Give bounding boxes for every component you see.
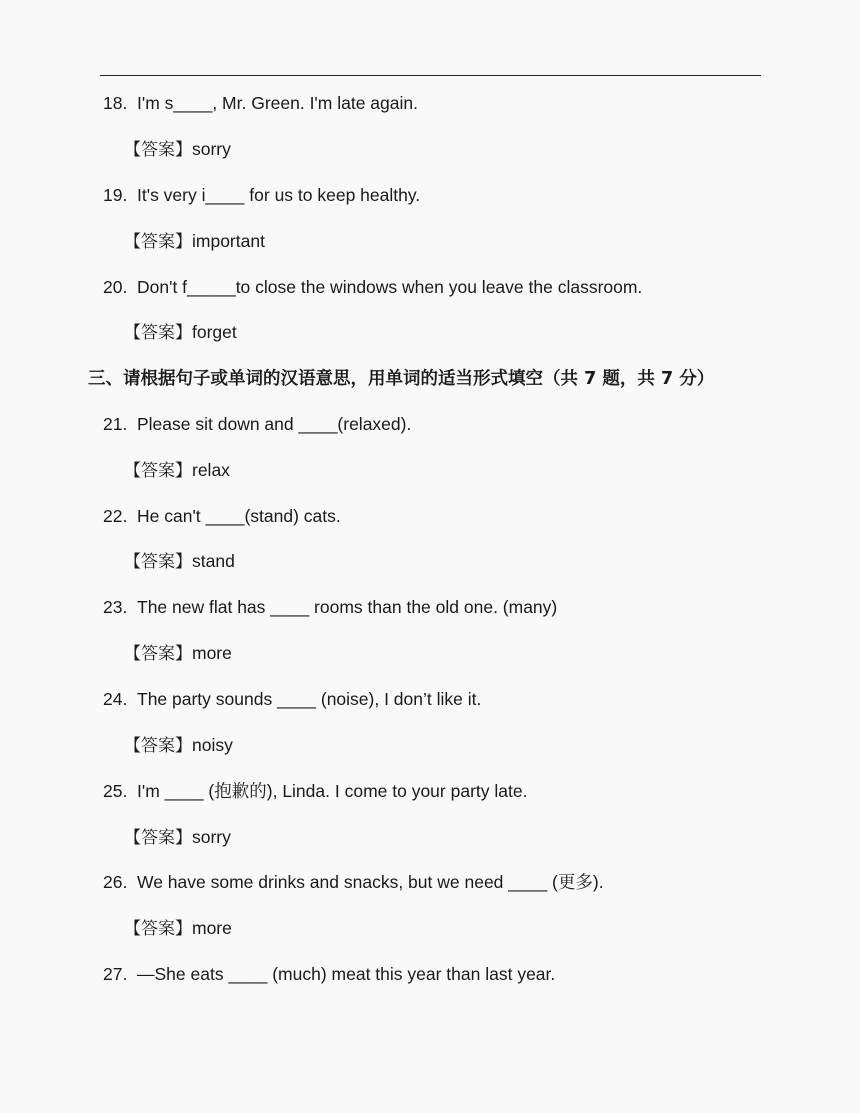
section-title: 三、请根据句子或单词的汉语意思，用单词的适当形式填空（共 7 题，共 7 分） bbox=[88, 369, 715, 389]
question-number: 18. bbox=[103, 93, 128, 113]
question-text: It's very i____ for us to keep healthy. bbox=[137, 185, 421, 205]
answer-value: more bbox=[192, 918, 232, 938]
answer-20 bbox=[124, 321, 237, 344]
header-rule bbox=[100, 75, 761, 76]
question-number: 20. bbox=[103, 277, 128, 297]
question-number: 22. bbox=[103, 506, 128, 526]
answer-tag: 【答案】 bbox=[124, 828, 192, 848]
answer-22 bbox=[124, 550, 235, 573]
question-text: The new flat has ____ rooms than the old one. (many) bbox=[137, 597, 558, 617]
question-text: Don't f_____to close the windows when you leave the classroom. bbox=[137, 277, 643, 297]
answer-18 bbox=[124, 138, 231, 161]
question-text: We have some drinks and snacks, but we need ____ (更多). bbox=[137, 872, 604, 892]
question-number: 26. bbox=[103, 872, 128, 892]
answer-26 bbox=[124, 917, 232, 940]
question-number: 23. bbox=[103, 597, 128, 617]
question-text: He can't ____(stand) cats. bbox=[137, 506, 341, 526]
answer-tag: 【答案】 bbox=[124, 461, 192, 481]
question-number: 24. bbox=[103, 689, 128, 709]
answer-value: more bbox=[192, 643, 232, 663]
question-number: 21. bbox=[103, 414, 128, 434]
question-text: Please sit down and ____(relaxed). bbox=[137, 414, 412, 434]
question-text: I'm s____, Mr. Green. I'm late again. bbox=[137, 93, 418, 113]
answer-23 bbox=[124, 642, 232, 665]
answer-value: sorry bbox=[192, 827, 231, 847]
answer-value: noisy bbox=[192, 735, 233, 755]
question-number: 27. bbox=[103, 964, 128, 984]
answer-tag: 【答案】 bbox=[124, 552, 192, 572]
answer-tag: 【答案】 bbox=[124, 644, 192, 664]
answer-25 bbox=[124, 826, 231, 849]
answer-24 bbox=[124, 734, 233, 757]
question-text: —She eats ____ (much) meat this year than last year. bbox=[137, 964, 556, 984]
answer-value: relax bbox=[192, 460, 230, 480]
answer-value: sorry bbox=[192, 139, 231, 159]
answer-tag: 【答案】 bbox=[124, 140, 192, 160]
question-number: 19. bbox=[103, 185, 128, 205]
answer-tag: 【答案】 bbox=[124, 736, 192, 756]
answer-tag: 【答案】 bbox=[124, 323, 192, 343]
answer-tag: 【答案】 bbox=[124, 919, 192, 939]
answer-21 bbox=[124, 459, 230, 482]
answer-19 bbox=[124, 230, 265, 253]
answer-value: forget bbox=[192, 322, 237, 342]
answer-value: stand bbox=[192, 551, 235, 571]
answer-value: important bbox=[192, 231, 265, 251]
question-text: The party sounds ____ (noise), I don’t like it. bbox=[137, 689, 482, 709]
question-text: I'm ____ (抱歉的), Linda. I come to your party late. bbox=[137, 781, 528, 801]
answer-tag: 【答案】 bbox=[124, 232, 192, 252]
question-number: 25. bbox=[103, 781, 128, 801]
